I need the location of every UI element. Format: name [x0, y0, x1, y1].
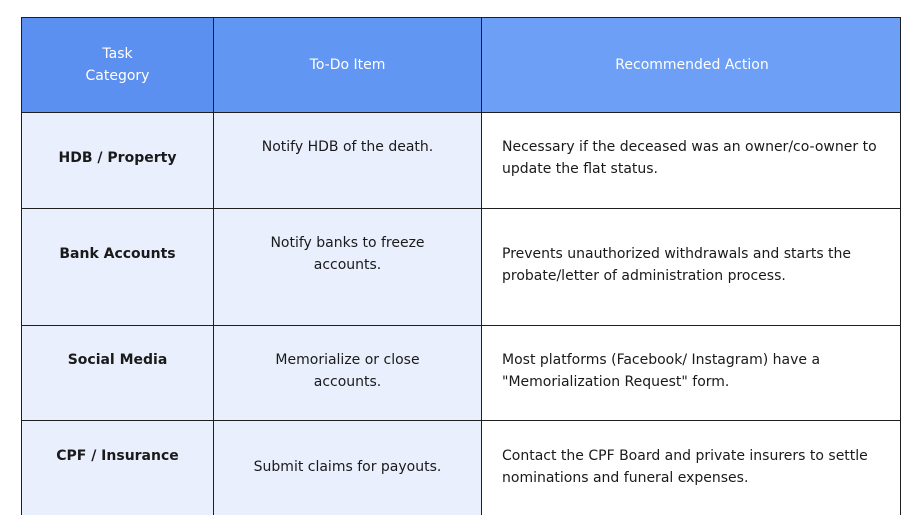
- action-cell: [482, 421, 900, 515]
- category-label: Social Media: [67, 352, 168, 368]
- todo-text: Notify HDB of the death.: [261, 139, 434, 155]
- table-row: [22, 209, 900, 326]
- action-text: Necessary if the deceased was an owner/co-owner to update the flat status.: [502, 139, 877, 177]
- category-cell: [22, 421, 214, 515]
- category-cell: [22, 209, 214, 325]
- action-cell: [482, 326, 900, 420]
- todo-cell: [214, 113, 482, 208]
- action-cell: [482, 209, 900, 325]
- category-label: CPF / Insurance: [56, 448, 179, 464]
- table-row: [22, 326, 900, 421]
- action-text: Prevents unauthorized withdrawals and starts the probate/letter of administration process.: [502, 246, 852, 284]
- todo-cell: [214, 209, 482, 325]
- todo-text: Memorialize or close accounts.: [275, 352, 420, 390]
- table-row: [22, 421, 900, 515]
- category-label: Bank Accounts: [59, 246, 176, 262]
- header-todo-item-label: To-Do Item: [309, 57, 386, 73]
- todo-cell: [214, 421, 482, 515]
- table-row: [22, 113, 900, 209]
- header-todo-item: [214, 18, 482, 112]
- todo-text: Notify banks to freeze accounts.: [270, 235, 425, 273]
- header-task-category-line1: Task: [102, 46, 133, 62]
- category-cell: [22, 113, 214, 208]
- category-label: HDB / Property: [58, 150, 177, 166]
- header-task-category-line2: Category: [85, 68, 150, 84]
- action-cell: [482, 113, 900, 208]
- action-text: Contact the CPF Board and private insurers to settle nominations and funeral expenses.: [502, 448, 868, 486]
- header-task-category: [22, 18, 214, 112]
- header-recommended-action: [482, 18, 900, 112]
- action-text: Most platforms (Facebook/ Instagram) have a "Memorialization Request" form.: [502, 352, 821, 390]
- todo-text: Submit claims for payouts.: [253, 459, 442, 475]
- table-header-row: [22, 18, 900, 113]
- todo-cell: [214, 326, 482, 420]
- task-table: [21, 17, 901, 515]
- header-recommended-action-label: Recommended Action: [615, 57, 769, 73]
- category-cell: [22, 326, 214, 420]
